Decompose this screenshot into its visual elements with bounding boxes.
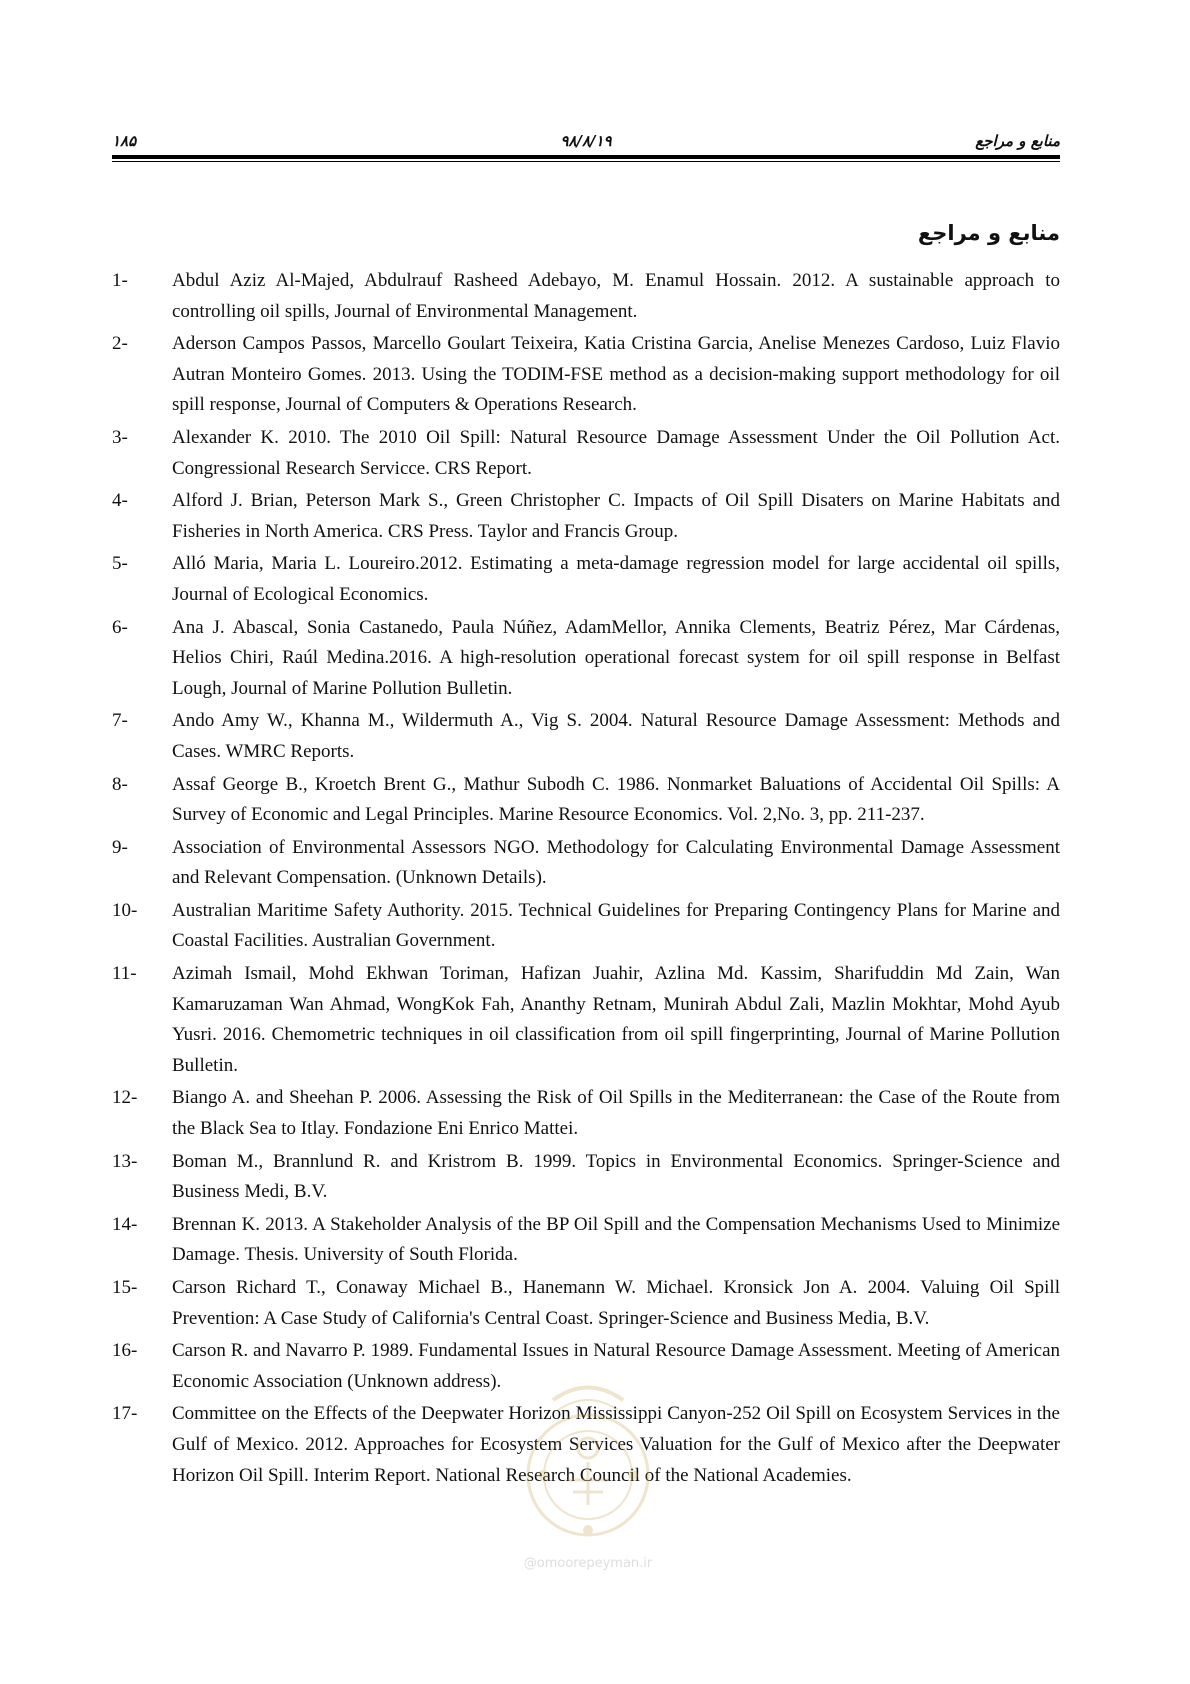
- reference-item: [112, 896, 1060, 957]
- reference-text: Biango A. and Sheehan P. 2006. Assessing the Risk of Oil Spills in the Mediterranean: the Case of the Route from the Black Sea to Itlay. Fondazione Eni Enrico Mattei.: [172, 1087, 1060, 1140]
- reference-number: 16-: [112, 1340, 138, 1362]
- reference-number: 6-: [112, 616, 128, 638]
- reference-item: [112, 1210, 1060, 1271]
- reference-number: 5-: [112, 553, 128, 575]
- reference-text: Assaf George B., Kroetch Brent G., Mathur Subodh C. 1986. Nonmarket Baluations of Accidental Oil Spills: A Survey of Economic and Legal Principles. Marine Resource Economics. Vol. 2,No. 3, pp. 211-237.: [172, 773, 1060, 826]
- reference-number: 7-: [112, 710, 128, 732]
- seal-icon: [513, 1380, 663, 1550]
- reference-text: Association of Environmental Assessors NGO. Methodology for Calculating Environmental Damage Assessment and Relevant Compensation. (Unknown Details).: [172, 836, 1060, 889]
- reference-item: [112, 613, 1060, 705]
- reference-text: Abdul Aziz Al-Majed, Abdulrauf Rasheed Adebayo, M. Enamul Hossain. 2012. A sustainable approach to controlling oil spills, Journal of Environmental Management.: [172, 270, 1060, 322]
- reference-number: 13-: [112, 1150, 138, 1172]
- reference-list: [112, 266, 1060, 1493]
- reference-number: 12-: [112, 1087, 138, 1109]
- reference-number: 1-: [112, 270, 128, 291]
- reference-item: [112, 549, 1060, 610]
- running-title: منابع و مراجع: [975, 132, 1060, 150]
- header-rule-thick: [112, 155, 1060, 159]
- reference-item: [112, 706, 1060, 767]
- reference-text: Azimah Ismail, Mohd Ekhwan Toriman, Hafizan Juahir, Azlina Md. Kassim, Sharifuddin Md Zain, Wan Kamaruzaman Wan Ahmad, WongKok Fah, Ananthy Retnam, Munirah Abdul Zali, Mazlin Mokhtar, Mohd Ayub Yusri. 2016. Chemometric techniques in oil classification from oil spill fingerprinting, Journal of Marine Pollution Bulletin.: [172, 963, 1060, 1076]
- reference-number: 14-: [112, 1213, 138, 1235]
- watermark-url: @omoorepeyman.ir: [523, 1556, 653, 1571]
- reference-item: [112, 1147, 1060, 1208]
- reference-number: 2-: [112, 333, 128, 355]
- reference-number: 3-: [112, 426, 128, 448]
- reference-number: 4-: [112, 490, 128, 512]
- running-header: [112, 128, 1060, 162]
- page-number: ۱۸۵: [112, 132, 137, 150]
- reference-text: Boman M., Brannlund R. and Kristrom B. 1999. Topics in Environmental Economics. Springer-Science and Business Medi, B.V.: [172, 1150, 1060, 1203]
- reference-number: 11-: [112, 963, 137, 985]
- reference-item: [112, 959, 1060, 1081]
- reference-text: Ando Amy W., Khanna M., Wildermuth A., Vig S. 2004. Natural Resource Damage Assessment: Methods and Cases. WMRC Reports.: [172, 710, 1060, 762]
- reference-number: 8-: [112, 773, 128, 795]
- reference-text: Alló Maria, Maria L. Loureiro.2012. Estimating a meta-damage regression model for large accidental oil spills, Journal of Ecological Economics.: [172, 553, 1060, 605]
- reference-item: [112, 329, 1060, 421]
- section-title: منابع و مراجع: [917, 221, 1060, 245]
- reference-text: Committee on the Effects of the Deepwater Horizon Mississippi Canyon-252 Oil Spill on Ecosystem Services in the Gulf of Mexico. 2012. Approaches for Ecosystem Services Valuation for the Gulf of Mexico after the Deepwater Horizon Oil Spill. Interim Report. National Research Council of the National Academies.: [172, 1403, 1060, 1486]
- reference-item: [112, 266, 1060, 327]
- reference-item: [112, 770, 1060, 831]
- reference-text: Australian Maritime Safety Authority. 2015. Technical Guidelines for Preparing Contingency Plans for Marine and Coastal Facilities. Australian Government.: [172, 899, 1060, 952]
- reference-text: Ana J. Abascal, Sonia Castanedo, Paula Núñez, AdamMellor, Annika Clements, Beatriz Pérez, Mar Cárdenas, Helios Chiri, Raúl Medina.2016. A high-resolution operational forecast system for oil spill response in Belfast Lough, Journal of Marine Pollution Bulletin.: [172, 616, 1060, 699]
- reference-number: 10-: [112, 899, 138, 921]
- reference-item: [112, 1083, 1060, 1144]
- reference-text: Aderson Campos Passos, Marcello Goulart Teixeira, Katia Cristina Garcia, Anelise Menezes Cardoso, Luiz Flavio Autran Monteiro Gomes. 2013. Using the TODIM-FSE method as a decision-making support methodology for oil spill response, Journal of Computers & Operations Research.: [172, 333, 1060, 416]
- header-date: ۹۸/۸/۱۹: [560, 132, 612, 150]
- reference-item: [112, 833, 1060, 894]
- reference-number: 17-: [112, 1403, 138, 1425]
- watermark-seal: [513, 1380, 663, 1570]
- reference-text: Alexander K. 2010. The 2010 Oil Spill: Natural Resource Damage Assessment Under the Oil Pollution Act. Congressional Research Servicce. CRS Report.: [172, 426, 1060, 479]
- reference-text: Alford J. Brian, Peterson Mark S., Green Christopher C. Impacts of Oil Spill Disaters on Marine Habitats and Fisheries in North America. CRS Press. Taylor and Francis Group.: [172, 490, 1060, 542]
- header-rule-thin: [112, 161, 1060, 162]
- reference-item: [112, 1273, 1060, 1334]
- reference-text: Carson Richard T., Conaway Michael B., Hanemann W. Michael. Kronsick Jon A. 2004. Valuing Oil Spill Prevention: A Case Study of California's Central Coast. Springer-Science and Business Media, B.V.: [172, 1277, 1060, 1329]
- reference-item: [112, 486, 1060, 547]
- reference-item: [112, 423, 1060, 484]
- reference-number: 15-: [112, 1277, 138, 1298]
- reference-text: Brennan K. 2013. A Stakeholder Analysis of the BP Oil Spill and the Compensation Mechanisms Used to Minimize Damage. Thesis. University of South Florida.: [172, 1213, 1060, 1266]
- reference-number: 9-: [112, 836, 128, 858]
- reference-text: Carson R. and Navarro P. 1989. Fundamental Issues in Natural Resource Damage Assessment. Meeting of American Economic Association (Unknown address).: [172, 1340, 1060, 1392]
